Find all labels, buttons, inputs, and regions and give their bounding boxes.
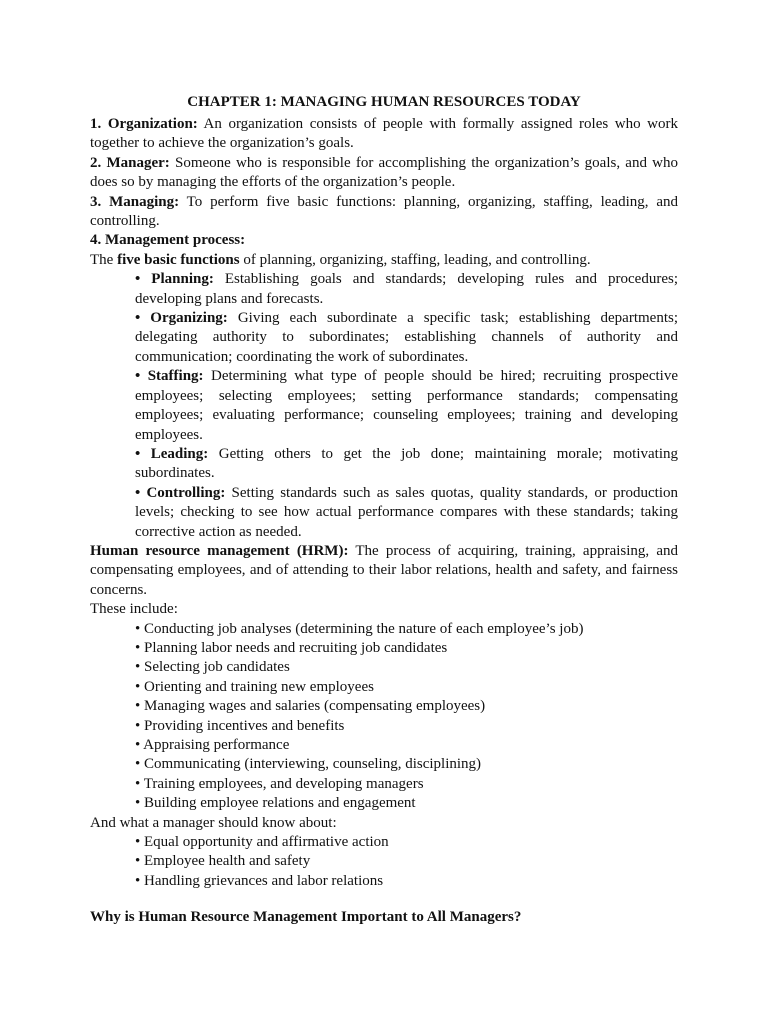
term-label: 3. Managing:: [90, 193, 180, 210]
term-label: 4. Management process:: [90, 232, 246, 249]
list-item: • Employee health and safety: [135, 853, 311, 870]
hrm-definition: [90, 542, 678, 600]
chapter-title: CHAPTER 1: MANAGING HUMAN RESOURCES TODAY: [187, 94, 581, 110]
definition-management-process: [90, 231, 678, 250]
document-page: [90, 93, 678, 891]
section-question: Why is Human Resource Management Important to All Managers?: [90, 909, 522, 925]
list-item: • Building employee relations and engagement: [135, 795, 416, 812]
function-text: Determining what type of people should be hired; recruiting prospective employees; selecting employees; setting performance standards; compensating employees; evaluating performance; counseling employees; training and developing employees.: [135, 368, 678, 443]
these-include-list: [90, 620, 678, 814]
function-controlling: [135, 484, 678, 542]
five-functions-intro: [90, 251, 678, 270]
list-item: • Communicating (interviewing, counseling, disciplining): [135, 756, 482, 773]
manager-know-list: [90, 833, 678, 891]
function-label: • Staffing:: [135, 368, 204, 385]
these-include-label: These include:: [90, 601, 178, 618]
list-item: • Conducting job analyses (determining the nature of each employee’s job): [135, 620, 584, 637]
function-label: • Controlling:: [135, 484, 226, 501]
term-label: 2. Manager:: [90, 154, 170, 171]
function-text: Establishing goals and standards; developing rules and procedures; developing plans and forecasts.: [135, 271, 678, 307]
list-item: • Handling grievances and labor relations: [135, 872, 384, 889]
function-label: • Leading:: [135, 445, 209, 462]
definition-text: An organization consists of people with formally assigned roles who work together to achieve the organization’s goals.: [90, 116, 678, 152]
function-text: Getting others to get the job done; maintaining morale; motivating subordinates.: [135, 445, 679, 482]
function-label: • Planning:: [135, 271, 214, 288]
function-text: Setting standards such as sales quotas, quality standards, or production levels; checking to see how actual performance compares with these standards; taking corrective action as needed.: [135, 484, 678, 540]
function-leading: [135, 445, 678, 484]
list-item: • Selecting job candidates: [135, 659, 290, 676]
function-planning: [135, 270, 678, 309]
list-item: • Training employees, and developing managers: [135, 775, 424, 792]
function-label: • Organizing:: [135, 310, 228, 327]
intro-suffix: of planning, organizing, staffing, leading, and controlling.: [239, 251, 591, 268]
list-item: • Orienting and training new employees: [135, 678, 374, 695]
functions-list: [90, 270, 678, 542]
definition-manager: [90, 154, 678, 193]
intro-prefix: The: [90, 251, 118, 268]
definition-text: Someone who is responsible for accomplishing the organization’s goals, and who does so by managing the efforts of the organization’s people.: [90, 154, 679, 191]
list-item: • Appraising performance: [135, 737, 290, 753]
list-item: • Planning labor needs and recruiting job candidates: [135, 639, 448, 656]
manager-know-label: And what a manager should know about:: [90, 814, 337, 831]
definition-managing: [90, 193, 678, 232]
function-text: Giving each subordinate a specific task; establishing departments; delegating authority to subordinates; establishing channels of authority and communication; coordinating the work of subordinates.: [135, 310, 679, 365]
hrm-term: Human resource management (HRM):: [90, 542, 349, 559]
intro-bold: five basic functions: [117, 251, 240, 268]
function-staffing: [135, 367, 678, 445]
term-label: 1. Organization:: [90, 116, 198, 132]
function-organizing: [135, 309, 678, 367]
list-item: • Equal opportunity and affirmative action: [135, 834, 389, 851]
hrm-text: The process of acquiring, training, appraising, and compensating employees, and of attending to their labor relations, health and safety, and fairness concerns.: [90, 542, 678, 598]
definition-text: To perform five basic functions: planning, organizing, staffing, leading, and controlling.: [90, 193, 678, 230]
list-item: • Providing incentives and benefits: [135, 717, 345, 734]
definition-organization: [90, 115, 678, 154]
list-item: • Managing wages and salaries (compensating employees): [135, 698, 486, 715]
